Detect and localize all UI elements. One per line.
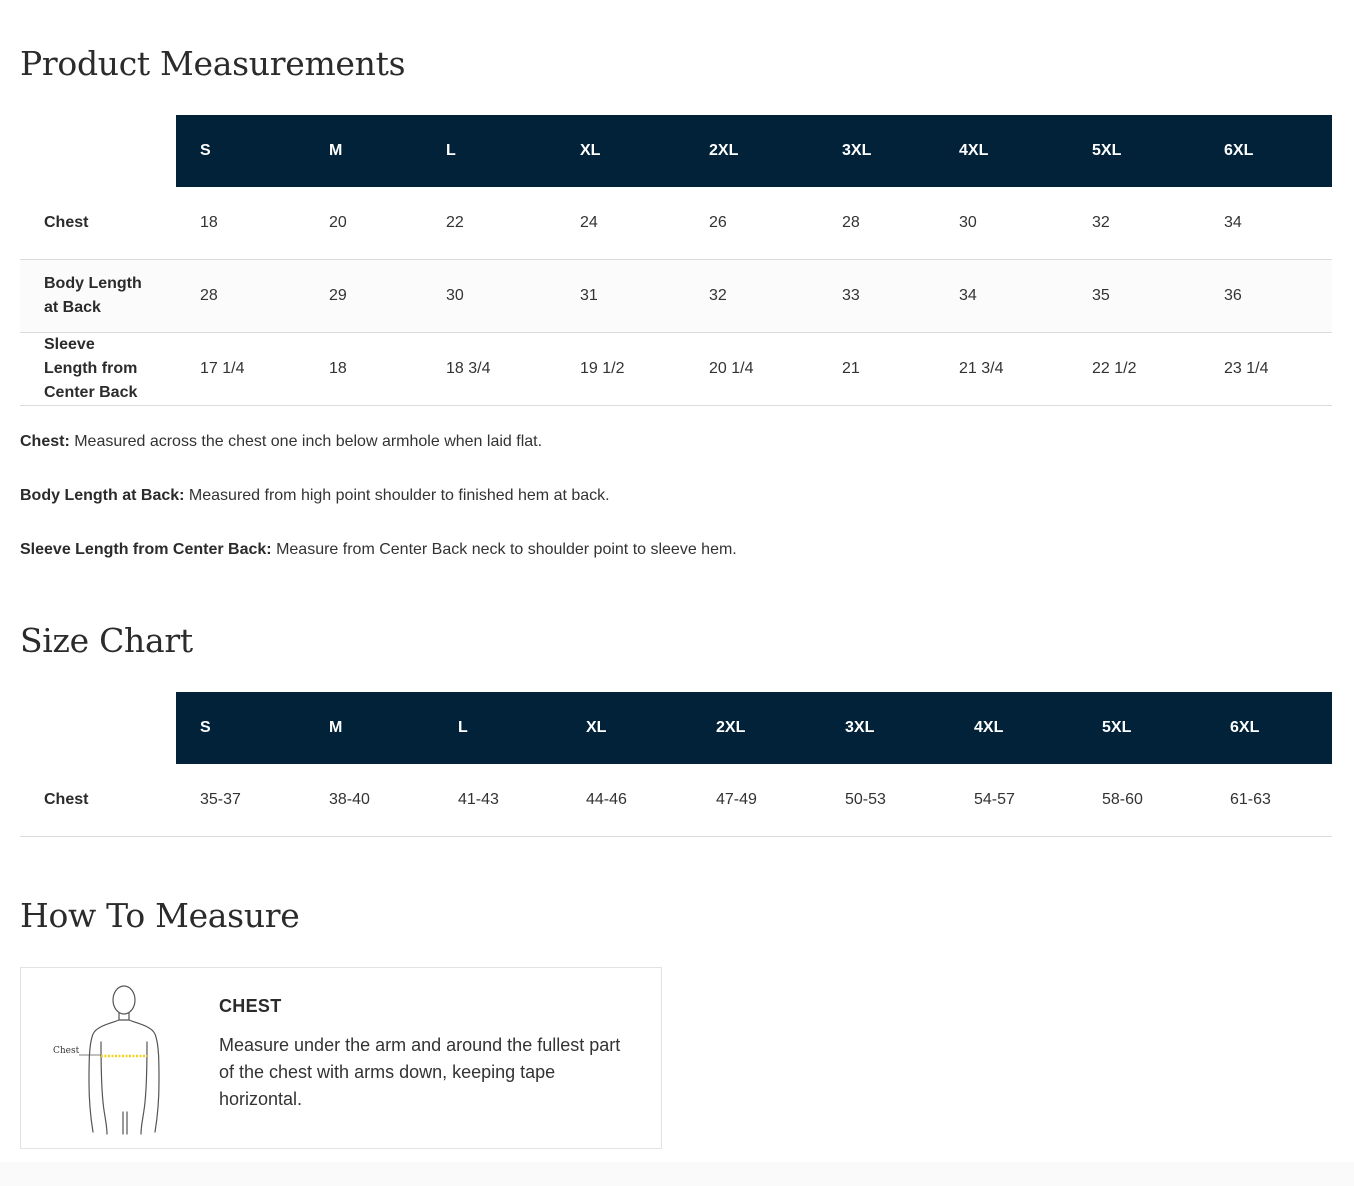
size-header-2xl: 2XL	[685, 115, 818, 187]
table-cell: 32	[1068, 187, 1200, 260]
table-cell: 22 1/2	[1068, 333, 1200, 406]
table-cell: 41-43	[434, 764, 562, 837]
note-text: Measured across the chest one inch below armhole when laid flat.	[69, 433, 543, 450]
size-header-5xl: 5XL	[1068, 115, 1200, 187]
note-term: Chest:	[20, 433, 70, 450]
size-header-m: M	[305, 115, 422, 187]
chart-header-m: M	[305, 692, 434, 764]
table-cell: 29	[305, 260, 422, 333]
row-label-line: Sleeve	[44, 336, 95, 353]
product-measurements-table	[20, 115, 1332, 406]
table-cell: 20	[305, 187, 422, 260]
size-chart-title: Size Chart	[20, 621, 193, 660]
measure-header-row	[20, 115, 1332, 187]
how-to-measure-title: How To Measure	[20, 896, 300, 935]
row-label-body-length	[20, 260, 176, 333]
figure-chest-label: Chest	[53, 1046, 80, 1056]
chart-header-3xl: 3XL	[821, 692, 950, 764]
note-chest	[20, 432, 737, 452]
table-row	[20, 764, 1332, 837]
size-header-3xl: 3XL	[818, 115, 935, 187]
table-cell: 18 3/4	[422, 333, 556, 406]
table-cell: 54-57	[950, 764, 1078, 837]
table-cell: 26	[685, 187, 818, 260]
table-cell: 33	[818, 260, 935, 333]
size-header-blank	[20, 692, 176, 764]
how-to-measure-description: Measure under the arm and around the fullest part of the chest with arms down, keeping tape horizontal.	[219, 1035, 621, 1109]
table-cell: 36	[1200, 260, 1332, 333]
table-cell: 22	[422, 187, 556, 260]
table-cell: 61-63	[1206, 764, 1332, 837]
chart-header-s: S	[176, 692, 305, 764]
table-cell: 21 3/4	[935, 333, 1068, 406]
table-cell: 34	[935, 260, 1068, 333]
table-row	[20, 333, 1332, 406]
table-cell: 18	[305, 333, 422, 406]
note-term: Body Length at Back:	[20, 487, 185, 504]
row-label-chest	[20, 187, 176, 260]
measure-header-blank	[20, 115, 176, 187]
table-cell: 20 1/4	[685, 333, 818, 406]
row-label-line: Body Length	[44, 275, 142, 292]
footer-band	[0, 1162, 1354, 1186]
how-to-measure-heading: CHEST	[219, 996, 282, 1016]
note-sleeve-length	[20, 540, 737, 560]
table-cell: 21	[818, 333, 935, 406]
table-cell: 50-53	[821, 764, 950, 837]
row-label-line: Center Back	[44, 384, 138, 401]
measurement-notes	[20, 432, 737, 594]
size-header-6xl: 6XL	[1200, 115, 1332, 187]
chest-measurement-figure-icon	[49, 982, 199, 1138]
table-cell: 30	[422, 260, 556, 333]
table-cell: 32	[685, 260, 818, 333]
table-cell: 30	[935, 187, 1068, 260]
table-cell: 24	[556, 187, 685, 260]
size-header-xl: XL	[556, 115, 685, 187]
note-text: Measure from Center Back neck to shoulder point to sleeve hem.	[271, 541, 737, 558]
size-chart-table	[20, 692, 1332, 837]
how-to-measure-card	[20, 967, 662, 1149]
chart-header-xl: XL	[562, 692, 692, 764]
product-measurements-title: Product Measurements	[20, 44, 406, 83]
table-cell: 38-40	[305, 764, 434, 837]
table-cell: 35-37	[176, 764, 305, 837]
table-cell: 58-60	[1078, 764, 1206, 837]
chart-header-6xl: 6XL	[1206, 692, 1332, 764]
table-cell: 44-46	[562, 764, 692, 837]
table-cell: 19 1/2	[556, 333, 685, 406]
table-cell: 28	[176, 260, 305, 333]
row-label-line: at Back	[44, 299, 101, 316]
table-cell: 28	[818, 187, 935, 260]
size-header-row	[20, 692, 1332, 764]
table-cell: 23 1/4	[1200, 333, 1332, 406]
row-label-line: Chest	[44, 214, 89, 231]
table-row	[20, 260, 1332, 333]
row-label-line: Length from	[44, 360, 138, 377]
chart-header-5xl: 5XL	[1078, 692, 1206, 764]
table-cell: 18	[176, 187, 305, 260]
table-cell: 47-49	[692, 764, 821, 837]
row-label-sleeve-length	[20, 333, 176, 406]
note-text: Measured from high point shoulder to finished hem at back.	[184, 487, 610, 504]
table-cell: 17 1/4	[176, 333, 305, 406]
row-label-chest: Chest	[20, 764, 176, 837]
size-header-l: L	[422, 115, 556, 187]
table-row	[20, 187, 1332, 260]
chart-header-4xl: 4XL	[950, 692, 1078, 764]
note-term: Sleeve Length from Center Back:	[20, 541, 272, 558]
size-header-s: S	[176, 115, 305, 187]
chart-header-2xl: 2XL	[692, 692, 821, 764]
table-cell: 34	[1200, 187, 1332, 260]
table-cell: 35	[1068, 260, 1200, 333]
note-body-length	[20, 486, 737, 506]
size-header-4xl: 4XL	[935, 115, 1068, 187]
table-cell: 31	[556, 260, 685, 333]
chart-header-l: L	[434, 692, 562, 764]
